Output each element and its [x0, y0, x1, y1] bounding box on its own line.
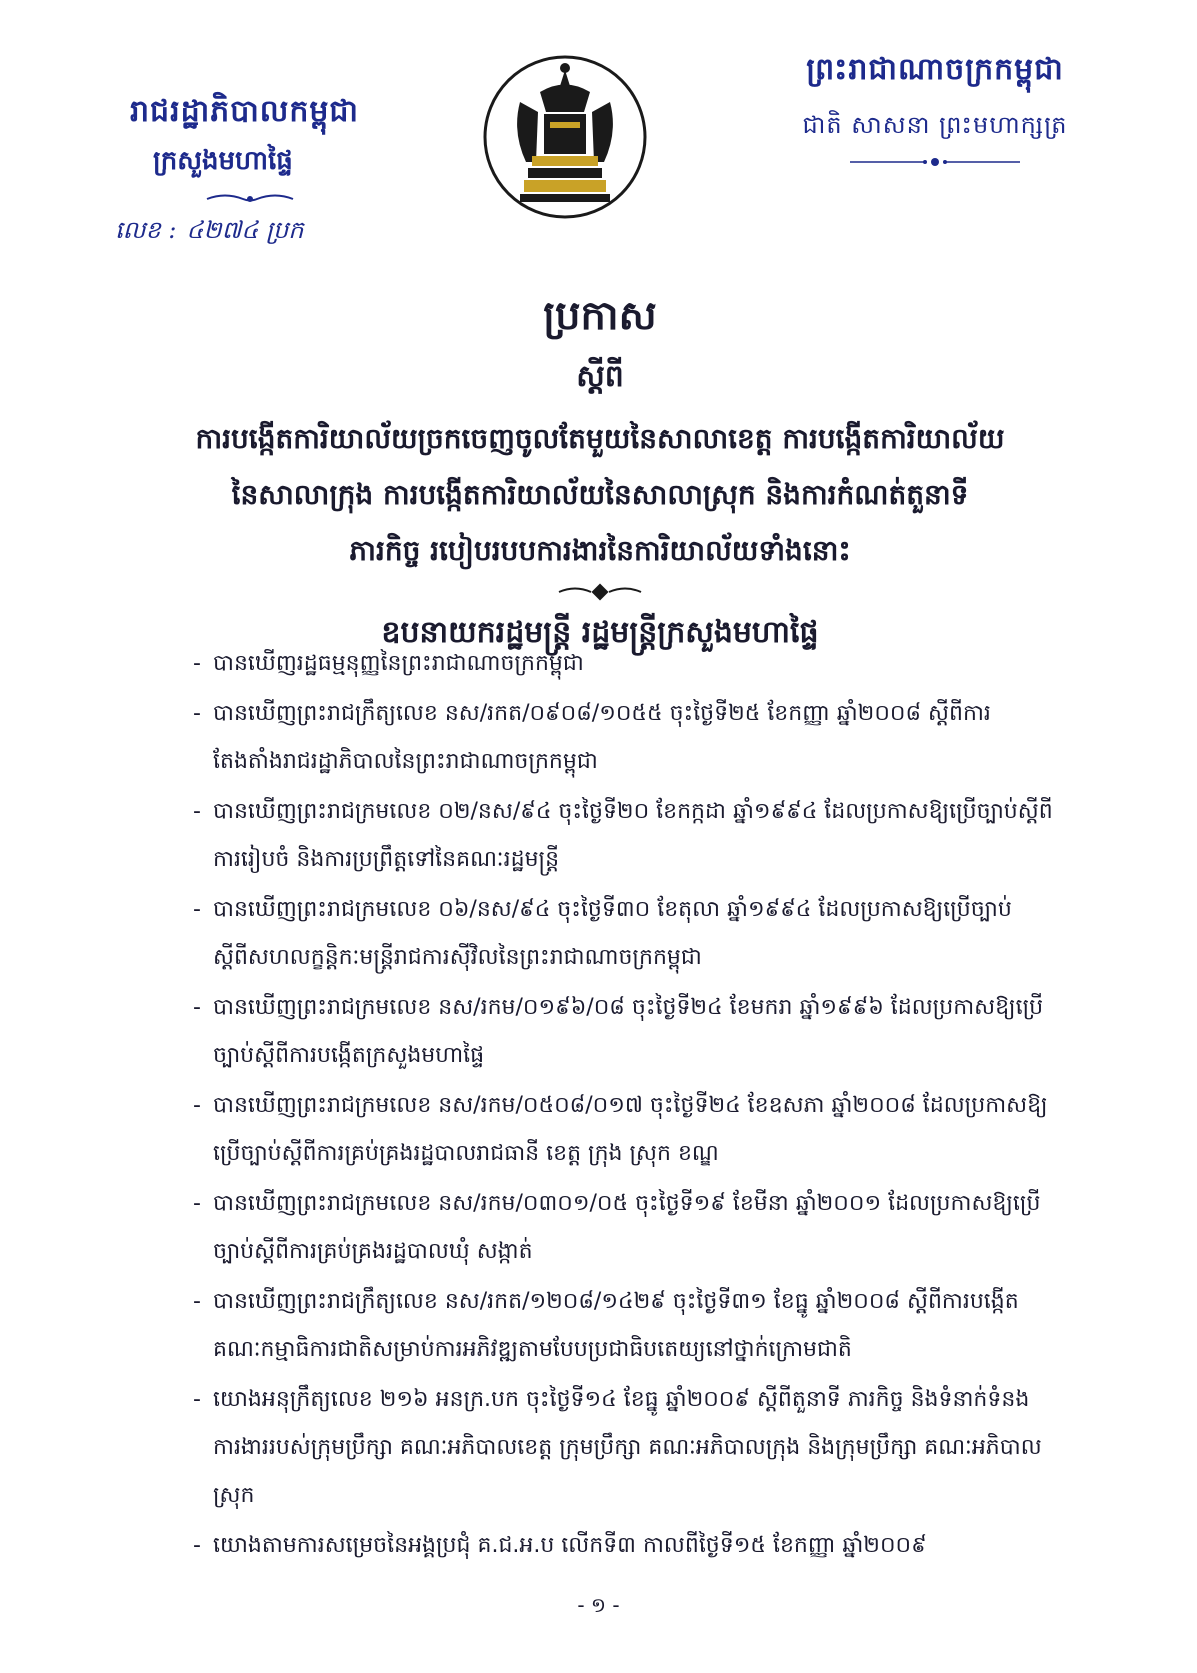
- ornament-divider-icon: [770, 153, 1100, 172]
- header-right: [770, 50, 1100, 172]
- ministry-name: ក្រសួងមហាផ្ទៃ: [153, 146, 293, 176]
- reference-line: [115, 215, 375, 250]
- list-item: - យោងតាមការសម្រេចនៃអង្គប្រជុំ គ.ជ.អ.ប លើកទី៣ កាលពីថ្ងៃទី១៥ ខែកញ្ញា ឆ្នាំ២០០៩: [193, 1533, 927, 1558]
- list-item: - បានឃើញព្រះរាជក្រឹត្យលេខ នស/រកត/១២០៨/១៤២៩ ចុះថ្ងៃទី៣១ ខែធ្នូ ឆ្នាំ២០០៨ ស្តីពីការបង្កើតគណៈកម្មាធិការជាតិសម្រាប់ការអភិវឌ្ឍតាមបែបប្រជាធិបតេយ្យនៅថ្នាក់ក្រោមជាតិ: [193, 1289, 1019, 1362]
- title-block: [100, 290, 1100, 657]
- list-item: - បានឃើញព្រះរាជក្រមលេខ នស/រកម/០១៩៦/០៨ ចុះថ្ងៃទី២៤ ខែមករា ឆ្នាំ១៩៩៦ ដែលប្រកាសឱ្យប្រើច្បាប់ស្តីពីការបង្កើតក្រសួងមហាផ្ទៃ: [193, 995, 1044, 1068]
- ornament-divider-icon: [555, 583, 645, 601]
- reference-label: លេខ :: [115, 216, 177, 244]
- list-item: - បានឃើញព្រះរាជក្រមលេខ ០២/នស/៩៤ ចុះថ្ងៃទី២០ ខែកក្កដា ឆ្នាំ១៩៩៤ ដែលប្រកាសឱ្យប្រើច្បាប់ស្តីពីការរៀបចំ និងការប្រព្រឹត្តទៅនៃគណៈរដ្ឋមន្ត្រី: [193, 799, 1053, 872]
- government-name: រាជរដ្ឋាភិបាលកម្ពុជា: [130, 94, 359, 129]
- list-item: - បានឃើញព្រះរាជក្រមលេខ នស/រកម/០៣០១/០៥ ចុះថ្ងៃទី១៩ ខែមីនា ឆ្នាំ២០០១ ដែលប្រកាសឱ្យប្រើច្បាប់ស្តីពីការគ្រប់គ្រងរដ្ឋបាលឃុំ សង្កាត់: [193, 1191, 1041, 1264]
- subject-line: ភារកិច្ច របៀបរបបការងារនៃការិយាល័យទាំងនោះ: [349, 534, 851, 567]
- list-item: - បានឃើញរដ្ឋធម្មនុញ្ញនៃព្រះរាជាណាចក្រកម្ពុជា: [193, 651, 584, 676]
- kingdom-name: ព្រះរាជាណាចក្រកម្ពុជា: [806, 52, 1064, 87]
- list-item: - បានឃើញព្រះរាជក្រឹត្យលេខ នស/រកត/០៩០៨/១០៥៥ ចុះថ្ងៃទី២៥ ខែកញ្ញា ឆ្នាំ២០០៨ ស្តីពីការតែងតាំងរាជរដ្ឋាភិបាលនៃព្រះរាជាណាចក្រកម្ពុជា: [193, 701, 991, 774]
- national-motto: ជាតិ សាសនា ព្រះមហាក្សត្រ: [802, 111, 1068, 139]
- ornament-divider-icon: [205, 190, 375, 211]
- list-item: - បានឃើញព្រះរាជក្រមលេខ ០៦/នស/៩៤ ចុះថ្ងៃទី៣០ ខែតុលា ឆ្នាំ១៩៩៤ ដែលប្រកាសឱ្យប្រើច្បាប់ស្តីពីសហលក្ខន្តិកៈមន្ត្រីរាជការស៊ីវិលនៃព្រះរាជាណាចក្រកម្ពុជា: [193, 897, 1012, 970]
- list-item: - បានឃើញព្រះរាជក្រមលេខ នស/រកម/០៥០៨/០១៧ ចុះថ្ងៃទី២៤ ខែឧសភា ឆ្នាំ២០០៨ ដែលប្រកាសឱ្យប្រើច្បាប់ស្តីពីការគ្រប់គ្រងរដ្ឋបាលរាជធានី ខេត្ត ក្រុង ស្រុក ខណ្ឌ: [193, 1093, 1048, 1166]
- header-left: [115, 92, 375, 250]
- document-type-title: ប្រកាស: [543, 293, 657, 339]
- list-item: - យោងអនុក្រឹត្យលេខ ២១៦ អនក្រ.បក ចុះថ្ងៃទី១៤ ខែធ្នូ ឆ្នាំ២០០៩ ស្តីពីតួនាទី ភារកិច្ច និងទំនាក់ទំនងការងាររបស់ក្រុមប្រឹក្សា គណៈអភិបាលខេត្ត ក្រុមប្រឹក្សា គណៈអភិបាលក្រុង និងក្រុមប្រឹក្សា គណៈអភិបាលស្រុក: [193, 1387, 1042, 1508]
- subject-line: ការបង្កើតការិយាល័យច្រកចេញចូលតែមួយនៃសាលាខេត្ត ការបង្កើតការិយាល័យ: [195, 422, 1005, 455]
- preamble-list: [193, 640, 1053, 1572]
- issuing-official: ឧបនាយករដ្ឋមន្ត្រី រដ្ឋមន្ត្រីក្រសួងមហាផ្ទៃ: [381, 615, 819, 650]
- about-label: ស្តីពី: [576, 359, 624, 394]
- page-number: - ១ -: [577, 1593, 620, 1617]
- royal-emblem-icon: [480, 52, 650, 222]
- subject-line: នៃសាលាក្រុង ការបង្កើតការិយាល័យនៃសាលាស្រុក និងការកំណត់តួនាទី: [231, 478, 969, 511]
- reference-number: ៤២៧៤ ប្រក: [186, 216, 304, 244]
- subject-heading: [100, 411, 1100, 579]
